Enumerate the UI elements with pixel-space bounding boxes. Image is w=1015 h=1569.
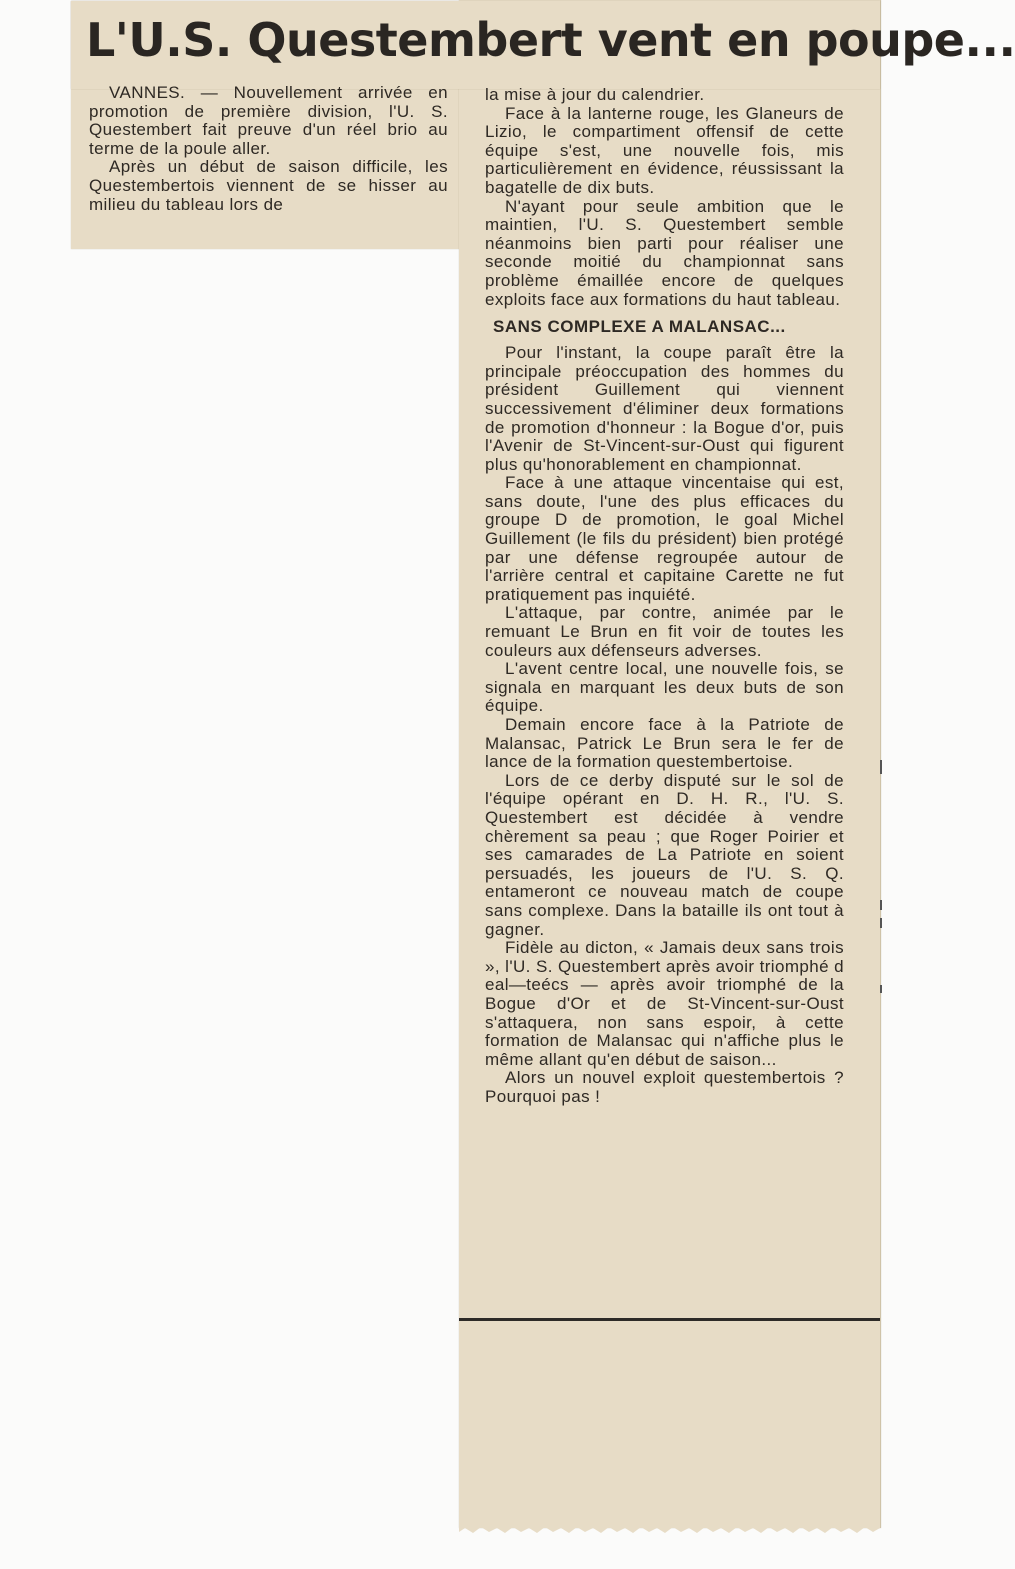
paragraph-body-8: Alors un nouvel exploit questembertois ? Pourquoi pas !	[485, 1068, 844, 1106]
paragraph-body-6: Lors de ce derby disputé sur le sol de l'équipe opérant en D. H. R., l'U. S. Questembert est décidée à vendre chèrement sa peau ; que Roger Poirier et ses camarades de La Patriote en soient persuadés, les joueurs de l'U. S. Q. entameront ce nouveau match de coupe sans complexe. Dans la bataille ils ont tout à gagner.	[485, 770, 844, 939]
paragraph-right-continuation: la mise à jour du calendrier.	[485, 85, 705, 104]
paragraph-right-3: N'ayant pour seule ambition que le maintien, l'U. S. Questembert semble néanmoins bien parti pour réaliser une seconde moitié du championnat sans problème émaillée encore de quelques exploits face aux formations du haut tableau.	[485, 196, 844, 309]
left-column	[89, 84, 448, 214]
paragraph-body-1: Pour l'instant, la coupe paraît être la principale préoccupation des hommes du président Guillement qui viennent successivement d'éliminer deux formations de promotion d'honneur : la Bogue d'or, puis l'Avenir de St-Vincent-sur-Oust qui figurent plus qu'honorablement en championnat.	[485, 343, 844, 474]
paragraph-left-2: Après un début de saison difficile, les Questembertois viennent de se hisser au milieu du tableau lors de	[89, 157, 448, 214]
paragraph-body-7: Fidèle au dicton, « Jamais deux sans trois », l'U. S. Questembert après avoir triomphé d eal—teécs — après avoir triomphé de la Bogue d'Or et de St-Vincent-sur-Oust s'attaquera, non sans espoir, à cette formation de Malansac qui n'affiche plus le même allant qu'en début de saison...	[485, 938, 844, 1069]
section-subheading: SANS COMPLEXE A MALANSAC...	[493, 317, 786, 337]
article-headline: L'U.S. Questembert vent en poupe...	[86, 13, 1015, 67]
paragraph-body-2: Face à une attaque vincentaise qui est, sans doute, l'une des plus efficaces du groupe D de promotion, le goal Michel Guillement (le fils du président) bien protégé par une défense regroupée autour de l'arrière central et capitaine Carette ne fut pratiquement pas inquiété.	[485, 473, 844, 604]
right-column	[485, 86, 844, 1106]
edge-mark	[880, 918, 882, 928]
paragraph-body-3: L'attaque, par contre, animée par le remuant Le Brun en fit voir de toutes les couleurs aux défenseurs adverses.	[485, 603, 844, 660]
edge-mark	[880, 985, 882, 993]
edge-mark	[880, 760, 882, 774]
paragraph-body-5: Demain encore face à la Patriote de Malansac, Patrick Le Brun sera le fer de lance de la formation questembertoise.	[485, 715, 844, 772]
edge-mark	[880, 900, 882, 910]
paragraph-right-2: Face à la lanterne rouge, les Glaneurs de Lizio, le compartiment offensif de cette équipe s'est, une nouvelle fois, mis particulièrement en évidence, réussissant la bagatelle de dix buts.	[485, 103, 844, 197]
paragraph-body-4: L'avent centre local, une nouvelle fois, se signala en marquant les deux buts de son équipe.	[485, 659, 844, 716]
end-rule	[459, 1318, 880, 1321]
paragraph-left-1: VANNES. — Nouvellement arrivée en promotion de première division, l'U. S. Questembert fait preuve d'un réel brio au terme de la poule aller.	[89, 83, 448, 158]
torn-edge	[459, 1522, 880, 1534]
